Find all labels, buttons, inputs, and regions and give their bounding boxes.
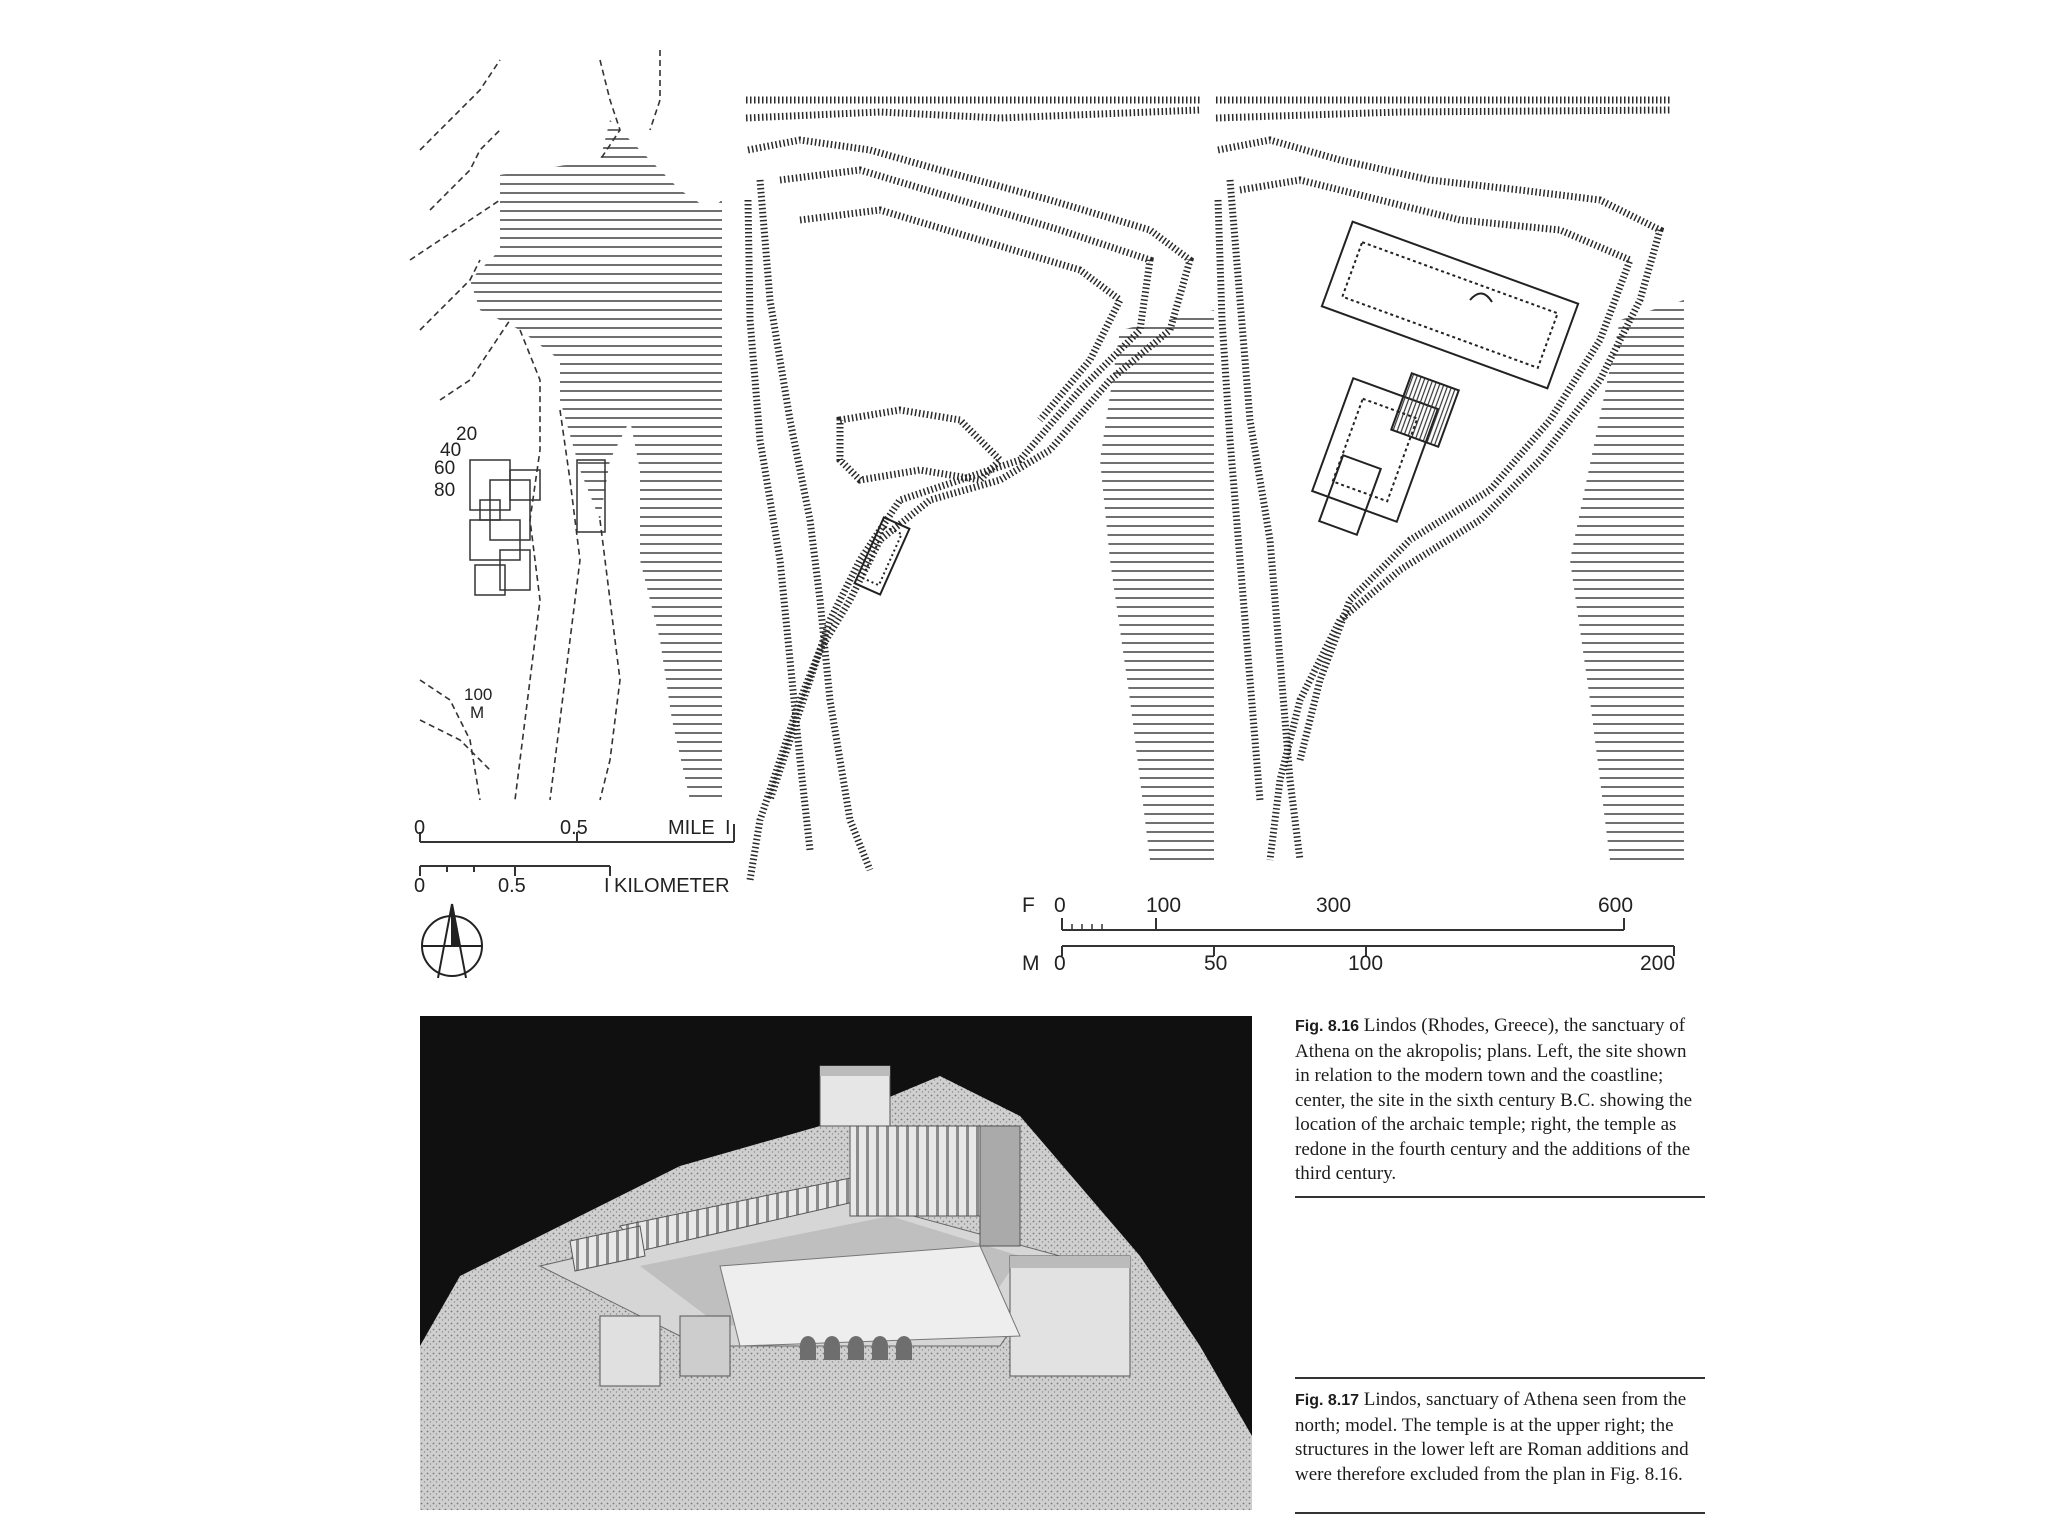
contour-60-label: 60 <box>434 458 456 479</box>
caption-fig-8-16 <box>1295 1014 1703 1187</box>
contour-80-label: 80 <box>434 480 456 501</box>
model-photograph-drawing <box>420 1016 1252 1510</box>
right-plan-sea <box>1570 300 1684 860</box>
caption-fig-8-16-rule <box>1295 1196 1705 1198</box>
feet-tick-0: 0 <box>1054 894 1066 917</box>
contour-20-label: 20 <box>456 424 478 445</box>
feet-tick-300: 300 <box>1316 894 1352 917</box>
km-scale-half: 0.5 <box>498 875 526 897</box>
km-scale-unit: KILOMETER <box>614 875 730 897</box>
caption-fig-8-17-text: Lindos, sanctuary of Athena seen from the north; model. The temple is at the upper right; the structures in the lower left are Roman additions and were therefore excluded from the plan in Fig. 8.16. <box>1295 1389 1689 1485</box>
km-scale-1: I <box>604 875 610 897</box>
meter-tick-0: 0 <box>1054 952 1066 975</box>
contour-100-label: 100 <box>464 685 493 704</box>
mile-scale-unit: MILE <box>668 817 715 839</box>
caption-fig-8-17-rule-top <box>1295 1377 1705 1379</box>
caption-fig-8-16-text: Lindos (Rhodes, Greece), the sanctuary of Athena on the akropolis; plans. Left, the site shown in relation to the modern town and the coastline; center, the site in the sixth century B.C. showing the location of the archaic temple; right, the temple as redone in the fourth century and the additions of the third century. <box>1295 1015 1693 1184</box>
meter-tick-200: 200 <box>1640 952 1676 975</box>
caption-fig-8-17-number: Fig. 8.17 <box>1295 1392 1360 1409</box>
meter-tick-100: 100 <box>1348 952 1384 975</box>
mile-scale-0: 0 <box>414 817 426 839</box>
mile-scale-1: I <box>725 817 731 839</box>
feet-tick-600: 600 <box>1598 894 1634 917</box>
caption-fig-8-16-number: Fig. 8.16 <box>1295 1018 1360 1035</box>
temple-complex-plan <box>1312 222 1578 535</box>
contour-unit-label: M <box>470 703 485 722</box>
mile-scale-half: 0.5 <box>560 817 588 839</box>
caption-fig-8-17 <box>1295 1388 1703 1487</box>
contour-40-label: 40 <box>440 440 462 461</box>
km-scale-0: 0 <box>414 875 426 897</box>
feet-tick-100: 100 <box>1146 894 1182 917</box>
feet-prefix: F <box>1022 894 1035 917</box>
meters-prefix: M <box>1022 952 1040 975</box>
model-photograph <box>420 1016 1252 1510</box>
caption-fig-8-17-rule <box>1295 1512 1705 1514</box>
meter-tick-50: 50 <box>1204 952 1228 975</box>
